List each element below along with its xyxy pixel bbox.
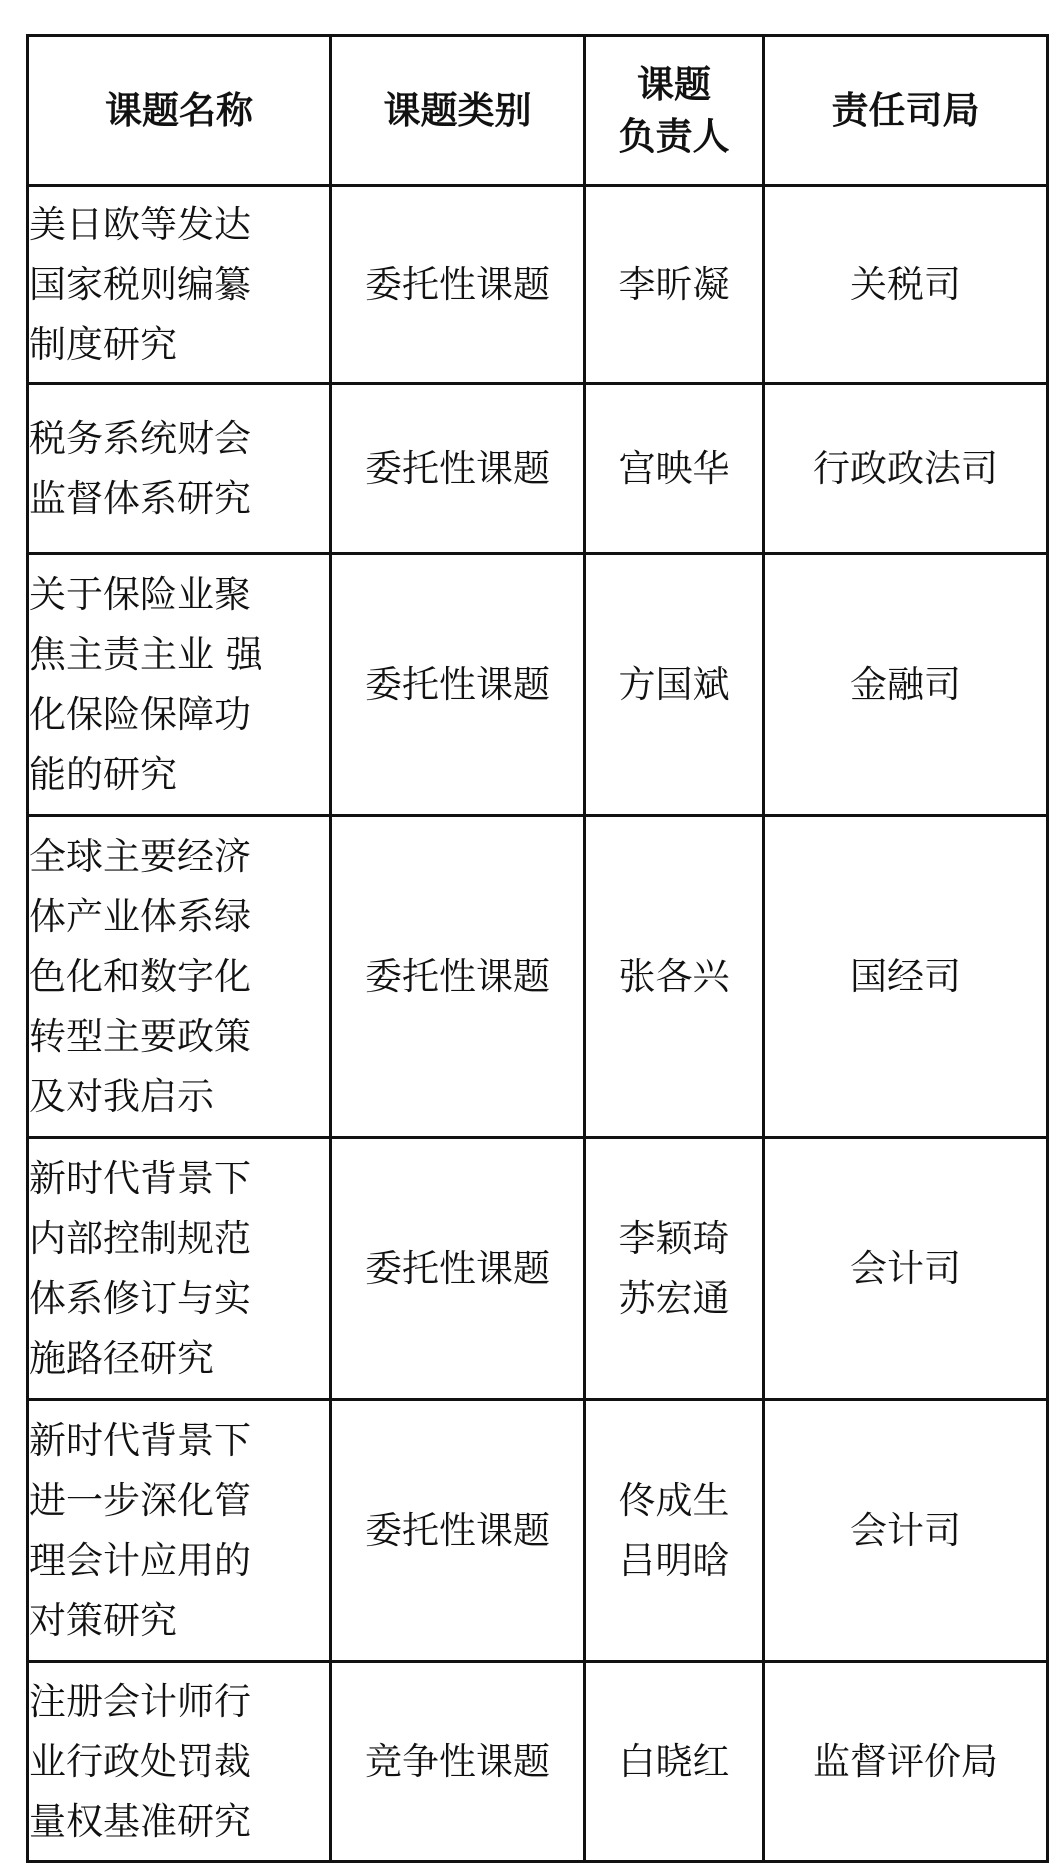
topic-name-line: 转型主要政策: [29, 1014, 251, 1058]
topic-name-line: 能的研究: [29, 752, 177, 796]
topic-type-cell: 委托性课题: [331, 554, 585, 816]
topic-name-line: 焦主责主业 强: [29, 632, 263, 676]
header-topic-type: 课题类别: [331, 36, 585, 186]
topic-name-line: 色化和数字化: [29, 954, 251, 998]
topic-name-line: 体产业体系绿: [29, 894, 251, 938]
topic-lead-name: 宫映华: [618, 446, 730, 490]
topic-name-cell: [28, 816, 331, 1138]
topic-lead-cell: [585, 554, 764, 816]
topic-lead-cell: [585, 384, 764, 554]
responsible-dept-cell: 行政政法司: [764, 384, 1048, 554]
topic-lead-name: 佟成生: [618, 1478, 730, 1522]
table-body: [28, 186, 1048, 1862]
topic-type-cell: 竞争性课题: [331, 1662, 585, 1862]
topic-lead-name: 张各兴: [618, 954, 730, 998]
responsible-dept-cell: 国经司: [764, 816, 1048, 1138]
header-topic-lead: [585, 36, 764, 186]
topic-lead-name: 白晓红: [618, 1739, 730, 1783]
research-topics-table: [26, 34, 1049, 1863]
topic-name-line: 全球主要经济: [29, 834, 251, 878]
topic-name-line: 对策研究: [29, 1598, 177, 1642]
topic-name-line: 税务系统财会: [29, 416, 251, 460]
header-topic-name: 课题名称: [28, 36, 331, 186]
topic-type-cell: 委托性课题: [331, 1138, 585, 1400]
topic-name-line: 内部控制规范: [29, 1216, 251, 1260]
topic-name-line: 美日欧等发达: [29, 202, 251, 246]
topic-name-line: 及对我启示: [29, 1074, 214, 1118]
topic-type-cell: 委托性课题: [331, 186, 585, 384]
topic-lead-name: 李昕凝: [618, 262, 730, 306]
topic-name-line: 量权基准研究: [29, 1799, 251, 1843]
table-row: [28, 1138, 1048, 1400]
table-row: [28, 384, 1048, 554]
table-row: [28, 554, 1048, 816]
topic-name-line: 体系修订与实: [29, 1276, 251, 1320]
topic-name-line: 监督体系研究: [29, 476, 251, 520]
responsible-dept-cell: 会计司: [764, 1400, 1048, 1662]
topic-lead-cell: [585, 1662, 764, 1862]
topic-name-cell: [28, 554, 331, 816]
topic-name-line: 新时代背景下: [29, 1418, 251, 1462]
topic-lead-cell: [585, 1400, 764, 1662]
topic-name-line: 施路径研究: [29, 1336, 214, 1380]
topic-lead-name: 李颖琦: [618, 1216, 730, 1260]
table-row: [28, 1662, 1048, 1862]
table-row: [28, 816, 1048, 1138]
table-row: [28, 1400, 1048, 1662]
topic-name-line: 注册会计师行: [29, 1679, 251, 1723]
topic-type-cell: 委托性课题: [331, 816, 585, 1138]
header-lead-line-1: 课题: [637, 62, 711, 106]
topic-type-cell: 委托性课题: [331, 1400, 585, 1662]
topic-lead-name: 方国斌: [618, 662, 730, 706]
topic-name-line: 关于保险业聚: [29, 572, 251, 616]
topic-lead-cell: [585, 1138, 764, 1400]
table-header-row: [28, 36, 1048, 186]
topic-name-line: 国家税则编纂: [29, 262, 251, 306]
topic-name-cell: [28, 384, 331, 554]
topic-type-cell: 委托性课题: [331, 384, 585, 554]
topic-name-line: 业行政处罚裁: [29, 1739, 251, 1783]
topic-lead-cell: [585, 816, 764, 1138]
topic-name-cell: [28, 1400, 331, 1662]
topic-name-cell: [28, 186, 331, 384]
topic-lead-cell: [585, 186, 764, 384]
topic-lead-name: 苏宏通: [618, 1276, 730, 1320]
responsible-dept-cell: 金融司: [764, 554, 1048, 816]
header-responsible-dept: 责任司局: [764, 36, 1048, 186]
topic-lead-name: 吕明晗: [618, 1538, 730, 1582]
responsible-dept-cell: 会计司: [764, 1138, 1048, 1400]
responsible-dept-cell: 关税司: [764, 186, 1048, 384]
topic-name-cell: [28, 1662, 331, 1862]
topic-name-line: 制度研究: [29, 322, 177, 366]
topic-name-cell: [28, 1138, 331, 1400]
topic-name-line: 理会计应用的: [29, 1538, 251, 1582]
table-row: [28, 186, 1048, 384]
header-lead-line-2: 负责人: [618, 114, 730, 158]
responsible-dept-cell: 监督评价局: [764, 1662, 1048, 1862]
topic-name-line: 新时代背景下: [29, 1156, 251, 1200]
topic-name-line: 化保险保障功: [29, 692, 251, 736]
topic-name-line: 进一步深化管: [29, 1478, 251, 1522]
